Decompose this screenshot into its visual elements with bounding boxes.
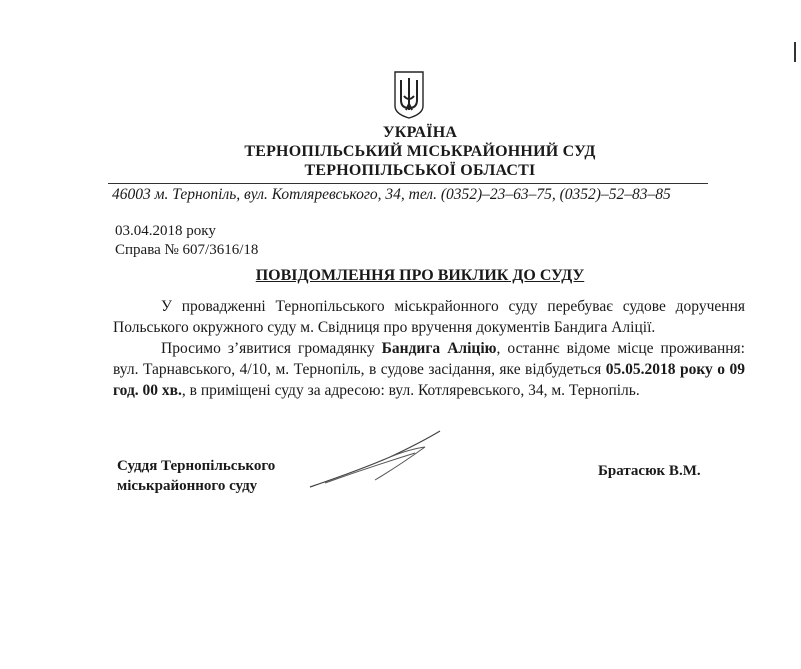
document-title: ПОВІДОМЛЕННЯ ПРО ВИКЛИК ДО СУДУ bbox=[255, 267, 585, 284]
signer-position-line1: Суддя Тернопільського bbox=[117, 458, 276, 474]
p2-text-c: , в приміщені суду за адресою: вул. Котляревського, 34, м. Тернопіль. bbox=[181, 382, 640, 399]
paragraph-2 bbox=[113, 338, 745, 401]
document-date: 03.04.2018 року bbox=[115, 223, 216, 239]
header-court: ТЕРНОПІЛЬСЬКИЙ МІСЬКРАЙОННИЙ СУД bbox=[244, 143, 596, 160]
signer-name: Братасюк В.М. bbox=[598, 463, 701, 479]
header-address: 46003 м. Тернопіль, вул. Котляревського, 34, тел. (0352)–23–63–75, (0352)–52–83–85 bbox=[112, 186, 671, 203]
document-body bbox=[113, 296, 745, 401]
scan-edge-mark bbox=[794, 42, 796, 62]
signer-position bbox=[117, 456, 275, 496]
paragraph-1: У провадженні Тернопільського міськрайонного суду перебуває судове доручення Польського окружного суду м. Свідниця про вручення документів Бандига Аліції. bbox=[113, 298, 745, 336]
header-region: ТЕРНОПІЛЬСЬКОЇ ОБЛАСТІ bbox=[304, 162, 536, 179]
coat-of-arms-icon bbox=[393, 70, 425, 120]
hearing-datetime: 05.05.2018 року о 09 год. 00 хв. bbox=[113, 361, 745, 399]
handwritten-signature bbox=[300, 425, 450, 495]
header-divider bbox=[108, 183, 708, 184]
header-country: УКРАЇНА bbox=[382, 124, 458, 141]
p2-text-b: , останнє відоме місце проживання: вул. Тарнавського, 4/10, м. Тернопіль, в судове засідання, яке відбудеться bbox=[113, 340, 745, 378]
case-number: Справа № 607/3616/18 bbox=[115, 242, 259, 258]
person-name: Бандига Аліцію bbox=[381, 340, 497, 357]
p2-text-a: Просимо з’явитися громадянку bbox=[161, 340, 382, 357]
signer-position-line2: міськрайонного суду bbox=[117, 478, 258, 494]
